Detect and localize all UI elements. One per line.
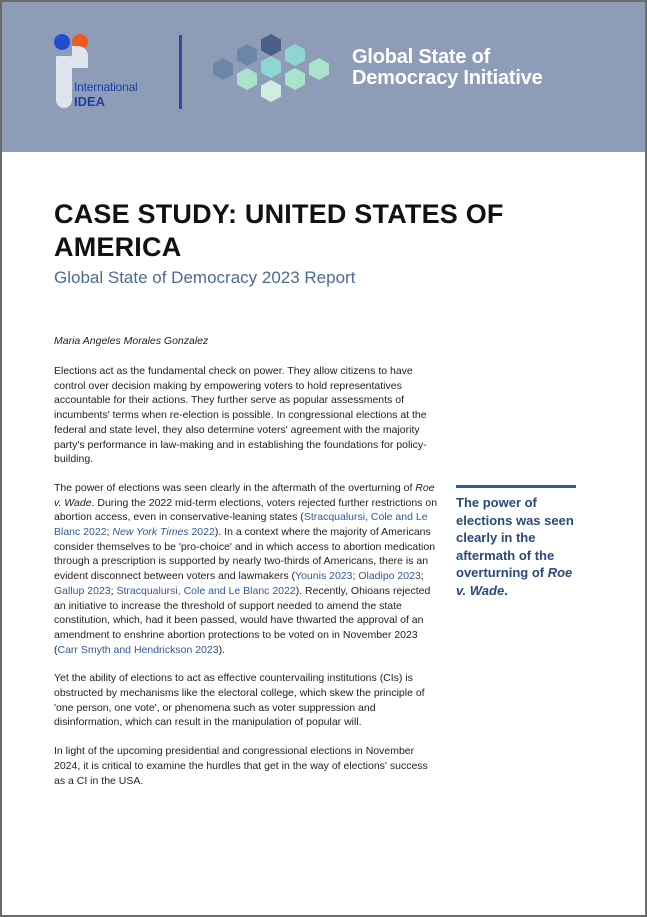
paragraph-3: Yet the ability of elections to act as effective countervailing institutions (CIs) is obstructed by mechanisms like the electoral college, which skew the principle of 'one person, one vote', or phenomena such as voter suppression and disinformation, which can result in the manipulation of popular will.	[54, 672, 425, 729]
initiative-title-line1: Global State of	[352, 46, 491, 68]
header-divider	[179, 35, 182, 109]
hexagon	[237, 68, 257, 90]
initiative-title	[352, 47, 543, 89]
pull-quote	[456, 485, 576, 599]
pull-quote-end: .	[504, 582, 508, 598]
text: ).	[218, 643, 226, 656]
logo-i-shape	[72, 46, 88, 68]
citation-link[interactable]: Oladipo 2023	[358, 570, 421, 583]
logo-i-stem	[56, 56, 72, 108]
logo-blue-dot	[54, 34, 70, 50]
citation-link[interactable]	[112, 526, 214, 538]
citation-link[interactable]: Younis 2023	[295, 570, 353, 583]
citation-link[interactable]: Stracqualursi, Cole and Le Blanc 2022	[116, 584, 296, 597]
citation-link[interactable]: Gallup 2023	[54, 584, 111, 597]
hexagon	[285, 68, 305, 90]
text: ;	[352, 570, 359, 583]
hexagon	[261, 56, 281, 78]
hexagon	[309, 58, 329, 80]
international-idea-logo	[54, 32, 154, 112]
paragraph-1: Elections act as the fundamental check on power. They allow citizens to have control over decision making by empowering voters to hold representatives accountable for their actions. They further serve as popular assessments of incumbents' terms when re-election is possible. In congressional elections at the federal and state level, they also determine voters' agreement with the majority party's performance in law-making and in establishing the foundations for policy-building.	[54, 365, 427, 466]
citation-year: 2022	[188, 526, 215, 539]
hexagon	[237, 44, 257, 66]
case-name: Roe v. Wade	[54, 481, 435, 509]
body-text	[54, 364, 440, 802]
header-band	[2, 2, 645, 152]
author-name: Maria Angeles Morales Gonzalez	[54, 335, 209, 347]
paragraph-4: In light of the upcoming presidential and congressional elections in November 2024, it is critical to examine the hurdles that get in the way of elections' success as a CI in the USA.	[54, 745, 428, 787]
text: ;	[420, 570, 424, 583]
logo-text-idea: IDEA	[74, 94, 106, 109]
page-subtitle: Global State of Democracy 2023 Report	[54, 268, 356, 287]
hexagon-cells	[213, 34, 329, 102]
page-title: CASE STUDY: UNITED STATES OF AMERICA	[54, 199, 504, 262]
hexagon	[213, 58, 233, 80]
pull-quote-case-name: Roe v. Wade	[456, 565, 573, 598]
pull-quote-text: The power of elections was seen clearly in the aftermath of the overturning of	[456, 495, 574, 580]
text: The power of elections was seen clearly in the aftermath of the overturning of	[54, 481, 416, 494]
citation-link[interactable]: Stracqualursi, Cole and Le Blanc 2022	[54, 511, 428, 539]
gsod-hexagon-logo-icon	[209, 32, 334, 112]
initiative-title-line2: Democracy Initiative	[352, 67, 543, 89]
hexagon	[285, 44, 305, 66]
text: ). Recently, Ohioans rejected an initiative to increase the threshold of support needed to amend the state constitution, which, had it been passed, would have thwarted the approval of an amendment to enshrine abortion protections to be voted on in November 2023 (	[54, 584, 431, 656]
paragraph-2	[54, 481, 440, 657]
text: ;	[106, 526, 113, 539]
hexagon	[261, 80, 281, 102]
text: . During the 2022 mid-term elections, voters rejected further restrictions on abortion access, even in conservative-leaning states (	[54, 496, 438, 524]
text: ;	[110, 584, 117, 597]
text: ). In a context where the majority of Americans consider themselves to be 'pro-choice' and in which access to abortion medication through a prescription is supported by nearly two-thirds of Americans, there is an evident disconnect between voters and lawmakers (	[54, 526, 436, 583]
publication-name: New York Times	[112, 526, 189, 539]
logo-text-international: International	[74, 80, 138, 94]
citation-link[interactable]: Carr Smyth and Hendrickson 2023	[57, 643, 219, 656]
hexagon	[261, 34, 281, 56]
